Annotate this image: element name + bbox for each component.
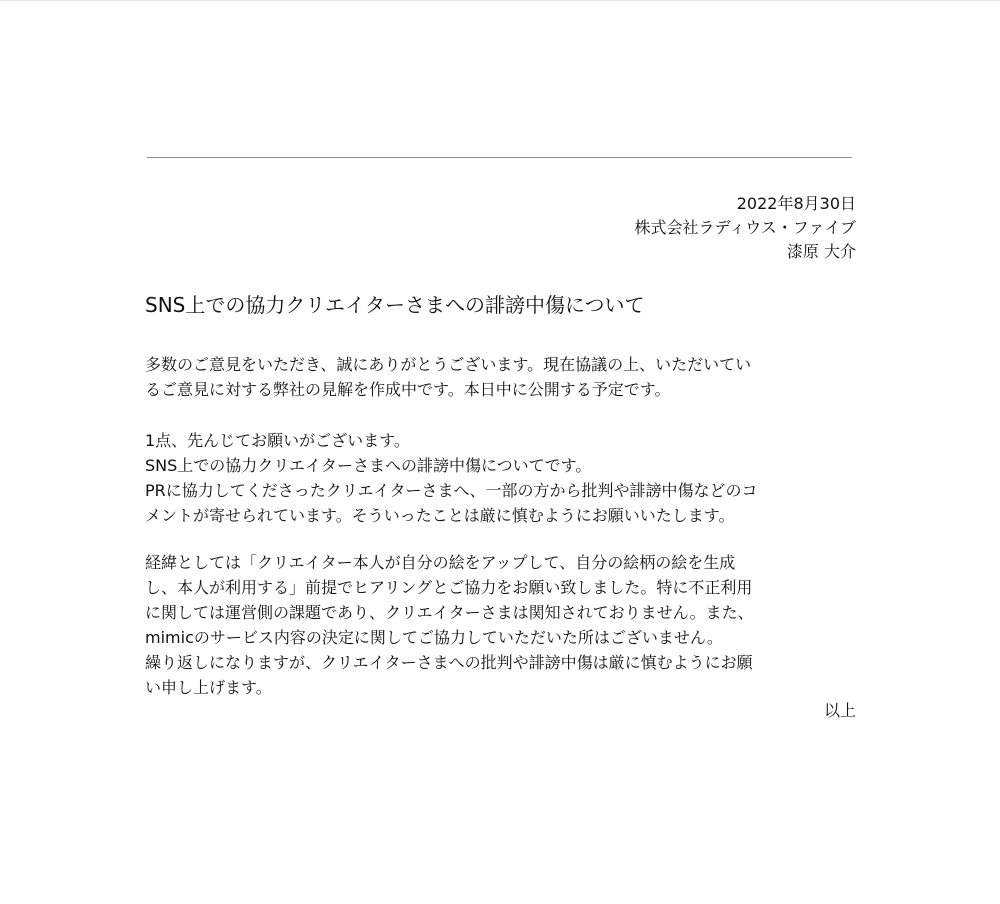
paragraph-line: し、本人が利用する」前提でヒアリングとご協力をお願い致しました。特に不正利用 bbox=[145, 578, 753, 597]
paragraph-line: メントが寄せられています。そういったことは厳に慎むようにお願いいたします。 bbox=[145, 506, 735, 525]
paragraph-line: るご意見に対する弊社の見解を作成中です。本日中に公開する予定です。 bbox=[145, 380, 671, 399]
paragraph-line: い申し上げます。 bbox=[145, 678, 272, 697]
page-top-border bbox=[0, 0, 1000, 1]
document-title: SNS上での協力クリエイターさまへの誹謗中傷について bbox=[145, 293, 645, 317]
paragraph-line: 1点、先んじてお願いがございます。 bbox=[145, 431, 410, 450]
paragraph-line: 多数のご意見をいただき、誠にありがとうございます。現在協議の上、いただいてい bbox=[145, 355, 752, 374]
paragraph-line: 繰り返しになりますが、クリエイターさまへの批判や誹謗中傷は厳に慎むようにお願 bbox=[145, 653, 753, 672]
paragraph-line: mimicのサービス内容の決定に関してご協力していただいた所はございません。 bbox=[145, 628, 723, 647]
paragraph-3 bbox=[145, 550, 865, 700]
paragraph-line: PRに協力してくださったクリエイターさまへ、一部の方から批判や誹謗中傷などのコ bbox=[145, 481, 758, 500]
company-name: 株式会社ラディウス・ファイブ bbox=[634, 218, 856, 237]
paragraph-line: に関しては運営側の課題であり、クリエイターさまは関知されておりません。また、 bbox=[145, 603, 754, 622]
sender-block bbox=[635, 192, 856, 264]
paragraph-2 bbox=[145, 428, 865, 528]
author-name: 漆原 大介 bbox=[786, 242, 856, 261]
horizontal-rule bbox=[147, 157, 852, 158]
paragraph-1 bbox=[145, 352, 865, 402]
document-date: 2022年8月30日 bbox=[736, 194, 856, 213]
closing-text: 以上 bbox=[823, 701, 856, 720]
paragraph-line: 経緯としては「クリエイター本人が自分の絵をアップして、自分の絵柄の絵を生成 bbox=[145, 553, 736, 572]
paragraph-line: SNS上での協力クリエイターさまへの誹謗中傷についてです。 bbox=[145, 456, 592, 475]
